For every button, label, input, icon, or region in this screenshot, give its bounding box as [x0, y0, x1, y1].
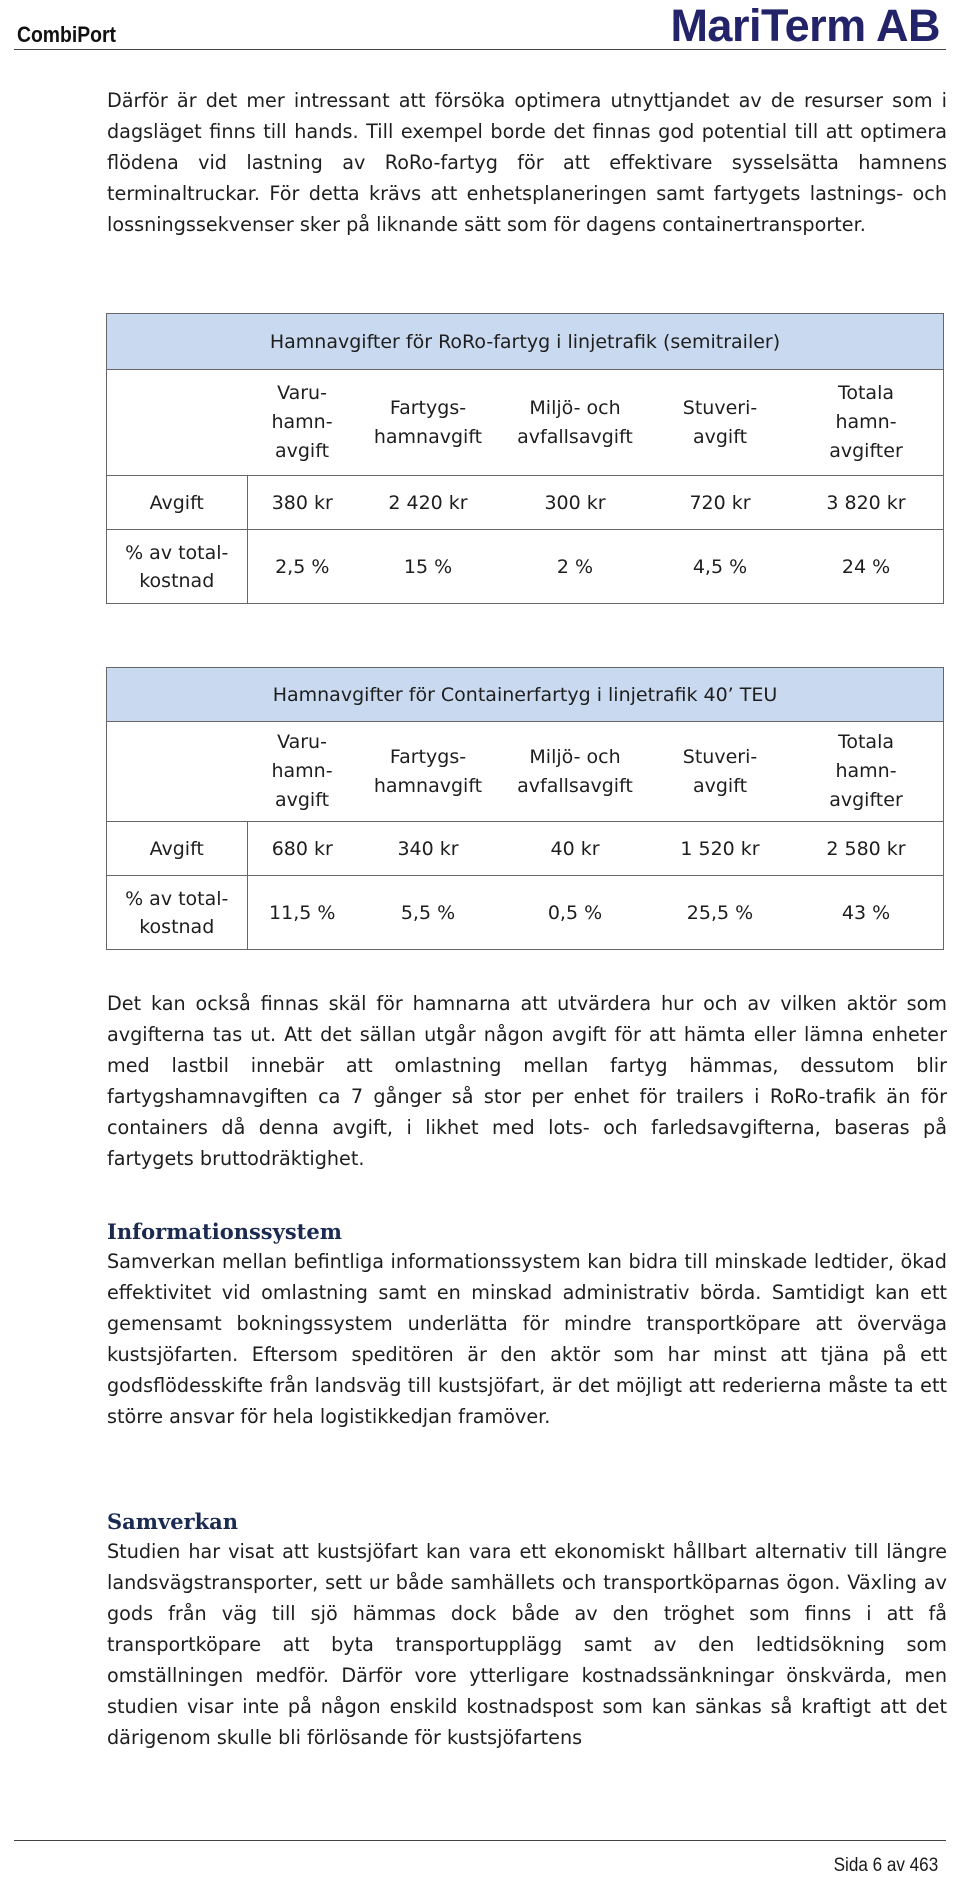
- table-cell: 340 kr: [357, 822, 499, 876]
- column-header: Stuveri- avgift: [651, 722, 789, 822]
- table-cell: 1 520 kr: [651, 822, 789, 876]
- page-footer: [0, 1838, 960, 1887]
- intro-block: [107, 85, 947, 240]
- table-cell: 4,5 %: [651, 530, 789, 604]
- table-corner: [107, 722, 248, 822]
- column-header: Miljö- och avfallsavgift: [499, 722, 651, 822]
- page-header: [0, 0, 960, 52]
- table-cell: 24 %: [789, 530, 944, 604]
- section-informationssystem: [107, 1218, 947, 1432]
- section-samverkan: [107, 1508, 947, 1753]
- table-cell: 680 kr: [247, 822, 357, 876]
- section-heading: Samverkan: [107, 1509, 239, 1534]
- column-header: Fartygs- hamnavgift: [357, 722, 499, 822]
- table-corner: [107, 370, 248, 476]
- table-cell: 5,5 %: [357, 876, 499, 950]
- table-caption: Hamnavgifter för Containerfartyg i linjetrafik 40’ TEU: [107, 668, 944, 722]
- row-label: % av total- kostnad: [107, 876, 248, 950]
- column-header: Stuveri- avgift: [651, 370, 789, 476]
- table-cell: 43 %: [789, 876, 944, 950]
- table-row: [107, 476, 944, 530]
- after-table-paragraph: Det kan också finnas skäl för hamnarna att utvärdera hur och av vilken aktör som avgifterna tas ut. Att det sällan utgår någon avgift för att hämta eller lämna enheter med lastbil innebär att omlastning mellan fartyg hämmas, dessutom blir fartygshamnavgiften ca 7 gånger så stor per enhet för trailers i RoRo-trafik än för containers då denna avgift, i likhet med lots- och farledsavgifterna, baseras på fartygets bruttodräktighet.: [107, 992, 947, 1170]
- table-cell: 300 kr: [499, 476, 651, 530]
- table-cell: 2 %: [499, 530, 651, 604]
- footer-rule: [14, 1840, 946, 1841]
- table-cell: 720 kr: [651, 476, 789, 530]
- table-row: [107, 530, 944, 604]
- section-paragraph: Studien har visat att kustsjöfart kan vara ett ekonomiskt hållbart alternativ till längre landsvägstransporter, sett ur både samhällets och transportköparnas ögon. Växling av gods från väg till sjö hämmas dock både av den tröghet som finns i att få transportköpare att byta transportupplägg samt av den ledtidsökning som omställningen medför. Därför vore ytterligare kostnadssänkningar önskvärda, men studien visar inte på någon enskild kostnadspost som kan sänkas så kraftigt att det därigenom skulle bli förlösande för kustsjöfartens: [107, 1540, 947, 1749]
- column-header: Totala hamn- avgifter: [789, 370, 944, 476]
- column-header: Miljö- och avfallsavgift: [499, 370, 651, 476]
- header-rule: [14, 49, 946, 50]
- column-header: Varu- hamn- avgift: [247, 722, 357, 822]
- column-header: Fartygs- hamnavgift: [357, 370, 499, 476]
- table-cell: 0,5 %: [499, 876, 651, 950]
- column-header: Varu- hamn- avgift: [247, 370, 357, 476]
- table-cell: 15 %: [357, 530, 499, 604]
- table-row: [107, 876, 944, 950]
- container-fee-table: [106, 667, 944, 950]
- row-label: Avgift: [107, 822, 248, 876]
- table-cell: 3 820 kr: [789, 476, 944, 530]
- table-cell: 11,5 %: [247, 876, 357, 950]
- after-table-block: [107, 988, 947, 1174]
- table-cell: 40 kr: [499, 822, 651, 876]
- header-title-left: CombiPort: [17, 22, 116, 47]
- roro-fee-table: [106, 313, 944, 604]
- page-number: Sida 6 av 463: [833, 1855, 938, 1876]
- column-header: Totala hamn- avgifter: [789, 722, 944, 822]
- intro-paragraph: Därför är det mer intressant att försöka optimera utnyttjandet av de resurser som i dagsläget finns till hands. Till exempel borde det finnas god potential till att optimera flödena vid lastning av RoRo-fartyg för att effektivare sysselsätta hamnens terminaltruckar. För detta krävs att enhetsplaneringen samt fartygets lastnings- och lossningssekvenser sker på liknande sätt som för dagens containertransporter.: [107, 89, 947, 236]
- table-row: [107, 822, 944, 876]
- row-label: Avgift: [107, 476, 248, 530]
- section-paragraph: Samverkan mellan befintliga informationssystem kan bidra till minskade ledtider, ökad effektivitet vid omlastning samt en minskad administrativ börda. Samtidigt kan ett gemensamt bokningssystem underlätta för mindre transportköpare att överväga kustsjöfarten. Eftersom speditören är den aktör som har minst att tjäna på ett godsflödesskifte från landsväg till kustsjöfart, är det möjligt att rederierna måste ta ett större ansvar för hela logistikkedjan framöver.: [107, 1250, 947, 1428]
- table-cell: 25,5 %: [651, 876, 789, 950]
- table-cell: 2 420 kr: [357, 476, 499, 530]
- table-cell: 2,5 %: [247, 530, 357, 604]
- table-caption: Hamnavgifter för RoRo-fartyg i linjetrafik (semitrailer): [107, 314, 944, 370]
- table-cell: 380 kr: [247, 476, 357, 530]
- company-logo: MariTerm AB: [670, 0, 940, 51]
- row-label: % av total- kostnad: [107, 530, 248, 604]
- table-cell: 2 580 kr: [789, 822, 944, 876]
- section-heading: Informationssystem: [107, 1219, 342, 1244]
